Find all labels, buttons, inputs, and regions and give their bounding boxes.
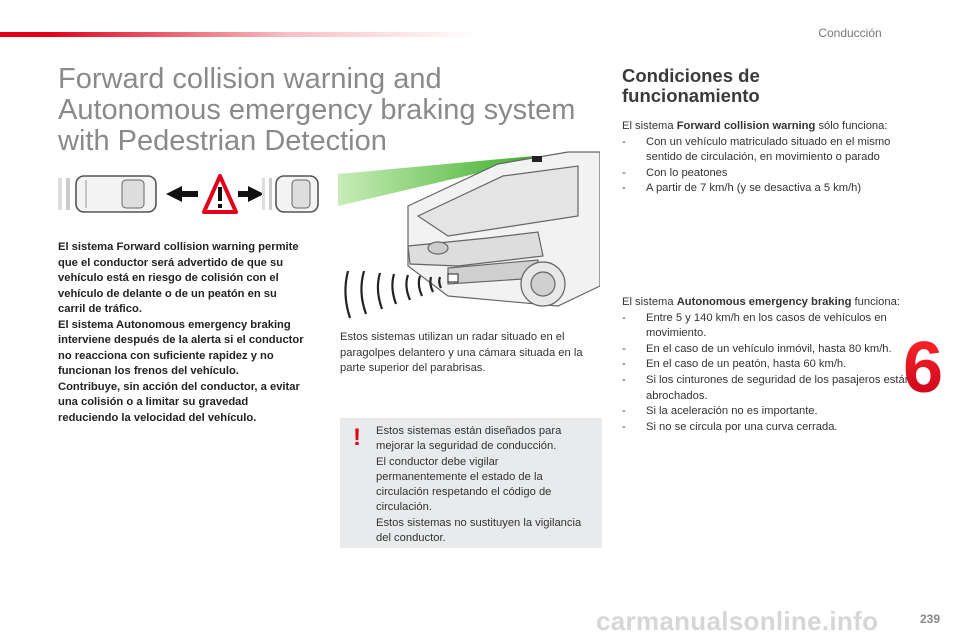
conditions-heading: [622, 66, 922, 106]
list-item: - Si los cinturones de seguridad de los pasajeros están abrochados.: [622, 373, 911, 402]
list-item-text: Con un vehículo matriculado situado en el mismo sentido de circulación, en movimiento o parado: [646, 135, 891, 164]
fcw-prefix: El sistema: [622, 120, 677, 132]
aeb-intro: [622, 295, 922, 311]
title-line-2: Autonomous emergency braking system: [58, 94, 576, 126]
list-item: - Entre 5 y 140 km/h en los casos de vehículos en movimiento.: [622, 311, 887, 340]
warning-line: Estos sistemas no sustituyen la vigilancia del conductor.: [376, 516, 582, 545]
radar-icon: [448, 274, 458, 282]
title-line-3: with Pedestrian Detection: [58, 125, 387, 157]
header-accent-bar: [0, 32, 480, 37]
list-item-text: Si la aceleración no es importante.: [646, 405, 818, 418]
conditions-heading-line-1: Condiciones de: [622, 65, 760, 86]
warning-line: El conductor debe vigilar permanentemente el estado de la circulación respetando el código de circulación.: [376, 455, 552, 514]
arrow-left-icon: [166, 186, 198, 202]
warning-text: [376, 424, 588, 546]
fcw-intro: [622, 119, 922, 135]
list-item: - Si no se circula por una curva cerrada.: [622, 420, 838, 433]
list-item-text: Entre 5 y 140 km/h en los casos de vehículos en movimiento.: [646, 311, 887, 340]
chapter-number-text: 6: [902, 328, 944, 408]
chapter-number: [898, 328, 948, 408]
arrow-right-icon: [238, 186, 264, 202]
list-item-text: En el caso de un vehículo inmóvil, hasta 80 km/h.: [646, 342, 892, 355]
warning-box: [340, 418, 602, 548]
aeb-system-name: Autonomous emergency braking: [676, 296, 852, 308]
page-number: 239: [919, 612, 940, 626]
list-item-text: Si no se circula por una curva cerrada.: [646, 420, 838, 433]
intro-paragraph-2: El sistema Autonomous emergency braking interviene después de la alerta si el conductor no reacciona con suficiente rapidez y no funcionan los frenos del vehículo.: [58, 318, 304, 377]
fcw-system-name: Forward collision warning: [676, 120, 816, 132]
aeb-conditions: [622, 295, 922, 435]
list-item: - En el caso de un peatón, hasta 60 km/h.: [622, 358, 847, 371]
fcw-conditions: [622, 119, 922, 197]
list-item: - Si la aceleración no es importante.: [622, 405, 818, 418]
list-item: - En el caso de un vehículo inmóvil, hasta 80 km/h.: [622, 342, 892, 355]
list-item-text: A partir de 7 km/h (y se desactiva a 5 km/h): [646, 182, 862, 195]
list-item-text: Con lo peatones: [646, 166, 728, 179]
intro-paragraph-3: Contribuye, sin acción del conductor, a evitar una colisión o a limitar su gravedad reduciendo la velocidad del vehículo.: [58, 380, 300, 424]
title-line-1: Forward collision warning and: [58, 63, 442, 95]
exclamation-icon: !: [353, 424, 361, 451]
aeb-suffix: funciona:: [851, 296, 900, 308]
conditions-heading-line-2: funcionamiento: [622, 85, 760, 106]
van-radar-camera-illustration: [338, 146, 600, 326]
page-title: [58, 64, 598, 157]
intro-paragraph-1: El sistema Forward collision warning permite que el conductor será advertido de que su vehículo está en riesgo de colisión con el vehículo de delante o de un peatón en su carril de tráfico.: [58, 241, 299, 315]
warning-line: Estos sistemas están diseñados para mejorar la seguridad de conducción.: [376, 425, 562, 453]
section-label: Conducción: [818, 26, 882, 40]
list-item-text: Si los cinturones de seguridad de los pasajeros están abrochados.: [646, 373, 911, 402]
radar-camera-description: Estos sistemas utilizan un radar situado en el paragolpes delantero y una cámara situada en la parte superior del parabrisas.: [340, 331, 583, 375]
aeb-prefix: El sistema: [622, 296, 677, 308]
list-item-text: En el caso de un peatón, hasta 60 km/h.: [646, 358, 847, 371]
fcw-suffix: sólo funciona:: [815, 120, 888, 132]
front-vehicle-icon: [262, 176, 318, 212]
list-item: - A partir de 7 km/h (y se desactiva a 5 km/h): [622, 182, 862, 195]
watermark: carmanualsonline.info: [596, 606, 879, 636]
intro-description: [58, 240, 306, 426]
warning-triangle-icon: [204, 176, 236, 212]
rear-vehicle-icon: [58, 176, 156, 212]
list-item: - Con lo peatones: [622, 166, 728, 179]
vehicles-warning-illustration: [58, 170, 320, 218]
camera-icon: [532, 156, 542, 162]
list-item: - Con un vehículo matriculado situado en el mismo sentido de circulación, en movimiento o parado: [622, 135, 891, 164]
